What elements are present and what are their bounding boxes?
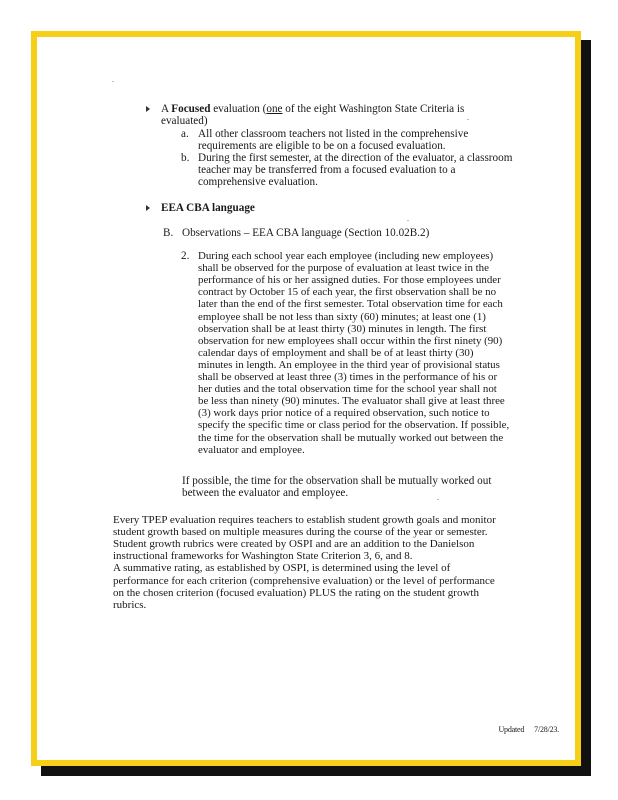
tpep-line: rubrics.	[113, 598, 147, 611]
item2-line: the time for the observation shall be mutually worked out between the	[198, 431, 504, 444]
document-content	[37, 37, 575, 760]
eea-cba-heading-text: EEA CBA language	[161, 202, 255, 214]
item2-line: shall be observed at least three (3) times in the performance of his or	[198, 371, 498, 383]
bullet1-prefix: A	[161, 103, 172, 115]
focused-evaluation-line	[161, 103, 464, 115]
item-b-line1: During the first semester, at the direction of the evaluator, a classroom	[198, 152, 513, 164]
section-b-title: Observations – EEA CBA language (Section 10.02B.2)	[182, 227, 430, 239]
if-possible-line1: If possible, the time for the observation shall be mutually worked out	[182, 475, 492, 487]
arrow-bullet-icon	[146, 205, 150, 211]
item2-line: specify the specific time or class period for the observation. If possible,	[198, 419, 510, 432]
item2-line: observation shall be at least thirty (30) minutes in length. The first	[198, 322, 487, 335]
tpep-line: student growth based on multiple measures during the course of the year or semester.	[113, 526, 488, 539]
scan-speck	[437, 499, 439, 500]
tpep-line: Every TPEP evaluation requires teachers to establish student growth goals and monitor	[113, 514, 496, 526]
item2-line: evaluator and employee.	[198, 443, 305, 456]
scan-speck	[112, 81, 114, 82]
scan-speck	[467, 119, 469, 120]
section-b-marker: B.	[163, 227, 174, 239]
item2-line: observation for new employees shall occur within the first ninety (90)	[198, 334, 503, 347]
item2-line: performance of his or her assigned duties. For those employees under	[198, 274, 501, 287]
item-b-line2: teacher may be transferred from a focused evaluation to a	[198, 164, 456, 176]
tpep-line: Student growth rubrics were created by OSPI and are an addition to the Danielson	[113, 538, 475, 551]
item2-line: her duties and the total observation time for the school year shall not	[198, 383, 497, 396]
item2-line: shall be observed for the purpose of evaluation at least twice in the	[198, 262, 489, 275]
item2-marker: 2.	[181, 250, 190, 262]
bullet1-suffix: of the eight Washington State Criteria is	[282, 103, 465, 115]
updated-footer	[498, 724, 559, 736]
item2-line: (3) work days prior notice of a required observation, such notice to	[198, 407, 490, 420]
tpep-line: instructional frameworks for Washington State Criterion 3, 6, and 8.	[113, 550, 413, 563]
item-b-line3: comprehensive evaluation.	[198, 176, 318, 188]
item2-line: During each school year each employee (including new employees)	[198, 250, 494, 262]
bullet1-bold: Focused	[171, 103, 211, 115]
item2-line: employee shall be not less than sixty (60) minutes; at least one (1)	[198, 310, 486, 323]
bullet1-middle: evaluation (	[210, 103, 267, 115]
document-page	[31, 31, 581, 766]
if-possible-line2: between the evaluator and employee.	[182, 487, 349, 499]
bullet1-underlined: one	[266, 103, 283, 115]
item2-line: later than the end of the first semester. Total observation time for each	[198, 298, 503, 311]
footer-date: 7/28/23.	[534, 724, 559, 734]
item-a-line1: All other classroom teachers not listed in the comprehensive	[198, 128, 469, 140]
item2-line: calendar days of employment and shall be of at least thirty (30)	[198, 346, 474, 359]
item-a-line2: requirements are eligible to be on a focused evaluation.	[198, 140, 446, 152]
item2-line: be less than ninety (90) minutes. The evaluator shall give at least three	[198, 395, 505, 408]
item2-line: minutes in length. An employee in the third year of provisional status	[198, 358, 500, 371]
footer-label: Updated	[498, 724, 525, 734]
scan-speck	[407, 220, 409, 221]
item-b-marker: b.	[181, 152, 190, 164]
item2-line: contract by October 15 of each year, the first observation shall be no	[198, 286, 497, 299]
tpep-line: A summative rating, as established by OSPI, is determined using the level of	[113, 562, 451, 575]
tpep-line: on the chosen criterion (focused evaluation) PLUS the rating on the student growth	[113, 586, 479, 599]
eea-cba-heading	[161, 202, 255, 214]
arrow-bullet-icon	[146, 106, 150, 112]
tpep-line: performance for each criterion (comprehensive evaluation) or the level of performance	[113, 574, 495, 587]
item-a-marker: a.	[181, 128, 189, 140]
focused-evaluation-line2: evaluated)	[161, 115, 208, 127]
